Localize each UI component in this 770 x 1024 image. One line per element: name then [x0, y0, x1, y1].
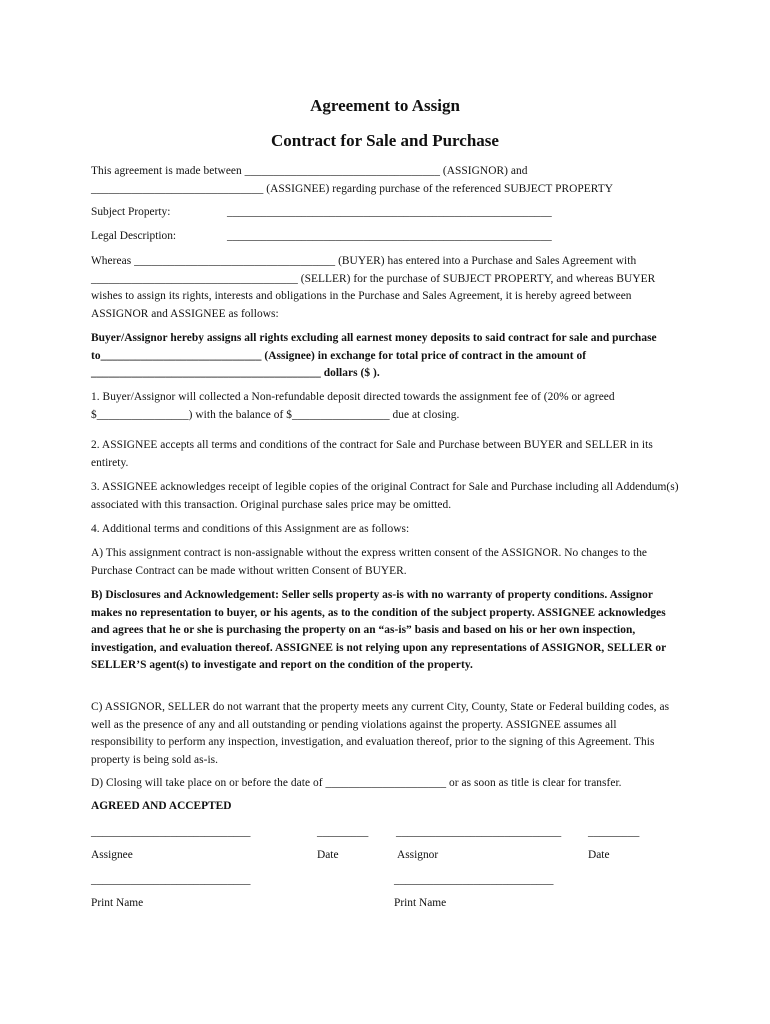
term-3: 3. ASSIGNEE acknowledges receipt of legible copies of the original Contract for Sale and Purchase including all Addendum(s) associated with this transaction. Original purchase sales price may be omitted.: [91, 481, 679, 511]
agreed-heading: AGREED AND ACCEPTED: [91, 800, 232, 812]
assignor-date-label: Date: [588, 849, 610, 861]
subject-property-blank: _________________________________________________________: [227, 206, 552, 218]
assignor-print-line: ____________________________: [394, 874, 554, 886]
assignee-date-line: _________: [317, 826, 369, 838]
assignor-date-line: _________: [588, 826, 640, 838]
assignee-print-line: ____________________________: [91, 874, 251, 886]
term-a: A) This assignment contract is non-assignable without the express written consent of the ASSIGNOR. No changes to the Purchase Contract can be made without written Consent of BUYER.: [91, 547, 648, 577]
legal-description-label: Legal Description:: [91, 230, 177, 242]
term-2: 2. ASSIGNEE accepts all terms and conditions of the contract for Sale and Purchase between BUYER and SELLER in its entirety.: [91, 439, 653, 469]
legal-description-blank: _________________________________________________________: [227, 230, 552, 242]
assignee-signature-line: ____________________________: [91, 826, 251, 838]
assignor-label: Assignor: [397, 849, 439, 861]
term-d: D) Closing will take place on or before the date of _____________________ or as soon as title is clear for transfer.: [91, 777, 622, 789]
whereas-paragraph: Whereas ___________________________________ (BUYER) has entered into a Purchase and Sales Agreement with ____________________________________ (SELLER) for the purchase of SUBJECT PROPERTY, and whereas BUYER wishes to assign its rights, interests and obligations in the Purchase and Sales Agreement, it is hereby agreed between ASSIGNOR and ASSIGNEE as follows:: [91, 255, 656, 320]
assignee-print-label: Print Name: [91, 897, 144, 909]
document-subtitle: Contract for Sale and Purchase: [271, 131, 499, 150]
subject-property-label: Subject Property:: [91, 206, 171, 218]
assignee-label: Assignee: [91, 849, 133, 861]
assignor-print-label: Print Name: [394, 897, 447, 909]
assignee-date-label: Date: [317, 849, 339, 861]
intro-paragraph: This agreement is made between __________________________________ (ASSIGNOR) and ______________________________ (ASSIGNEE) regarding purchase of the referenced SUBJECT PROPERTY: [91, 165, 614, 195]
term-1: 1. Buyer/Assignor will collected a Non-refundable deposit directed towards the assignment fee of (20% or agreed $________________) with the balance of $_________________ due at closing.: [91, 391, 615, 421]
term-4: 4. Additional terms and conditions of this Assignment are as follows:: [91, 523, 410, 535]
term-c: C) ASSIGNOR, SELLER do not warrant that the property meets any current City, County, State or Federal building codes, as well as the presence of any and all outstanding or pending violations against the property. ASSIGNEE assumes all responsibility to perform any inspection, investigation, and evaluation thereof, prior to the signing of this Agreement. This property is being sold as-is.: [91, 701, 670, 766]
assignor-signature-line: _____________________________: [396, 826, 562, 838]
assignment-paragraph: Buyer/Assignor hereby assigns all rights excluding all earnest money deposits to said contract for sale and purchase to____________________________ (Assignee) in exchange for total price of contract in the amount of ________________________________________ dollars ($ ).: [91, 332, 657, 380]
document-title: Agreement to Assign: [310, 96, 460, 115]
term-b: B) Disclosures and Acknowledgement: Seller sells property as-is with no warranty of property conditions. Assignor makes no representation to buyer, or his agents, as to the condition of the subject property. ASSIGNEE acknowledges and agrees that he or she is purchasing the property on an “as-is” basis and based on his or her own inspection, investigation, and evaluation thereof. ASSIGNEE is not relying upon any representations of ASSIGNOR, SELLER or SELLER’S agent(s) to investigate and report on the condition of the property.: [91, 589, 667, 672]
